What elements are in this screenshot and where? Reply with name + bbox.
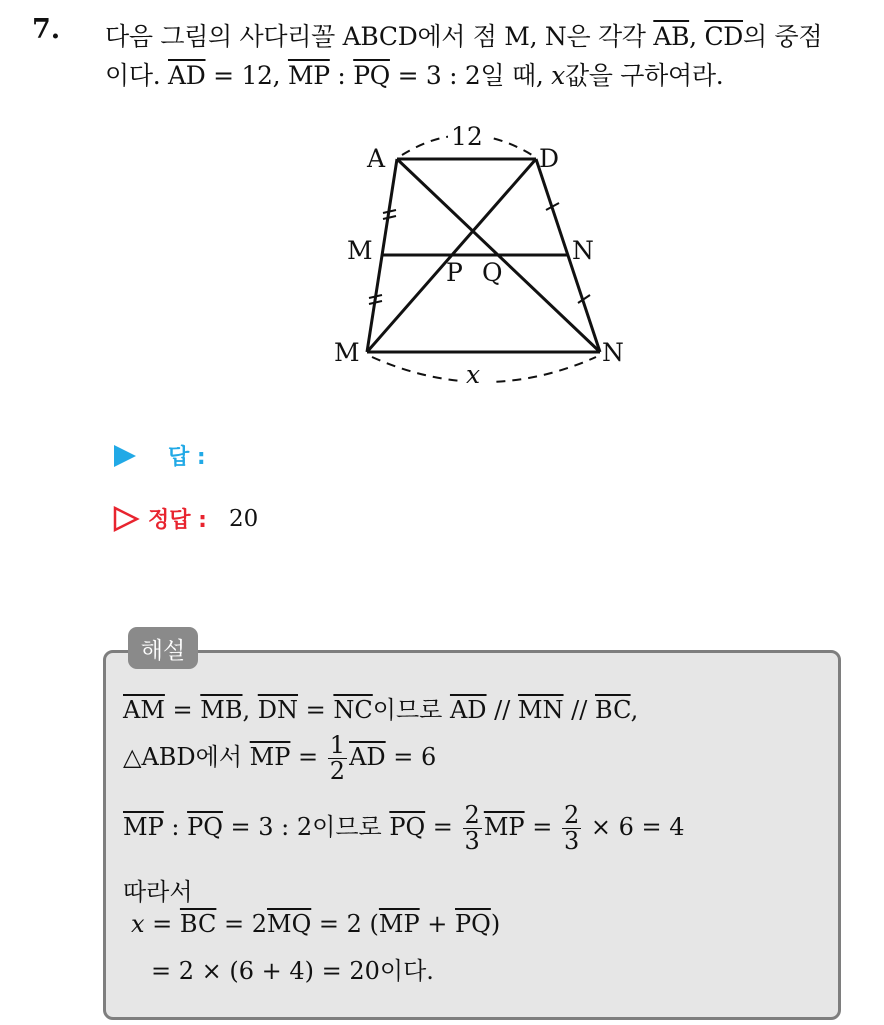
label-bottom-length: x xyxy=(466,360,481,389)
question-text-line-1 xyxy=(105,17,822,53)
segment-nc: $\overline{NC}$ xyxy=(333,696,373,724)
equals: = xyxy=(164,696,201,724)
solution-text: = 2 xyxy=(216,910,268,938)
fraction-one-half xyxy=(328,733,347,784)
segment-mn: $\overline{MN}$ xyxy=(517,696,564,724)
solution-text: = 3 : 2이므로 xyxy=(222,813,390,842)
correct-answer-label: 정답 : xyxy=(148,508,207,533)
segment-ad: $\overline{AD}$ xyxy=(349,743,386,772)
equals: = xyxy=(290,743,326,772)
segment-mp: $\overline{MP}$ xyxy=(378,910,420,938)
segment-ab: $\overline{AB}$ xyxy=(653,22,690,51)
question-text: 이다. xyxy=(105,61,168,90)
question-text: : xyxy=(329,61,354,90)
solution-line-5 xyxy=(131,910,500,938)
close-paren: ) xyxy=(490,910,501,938)
denominator: 3 xyxy=(563,827,580,856)
parallel-sign: // xyxy=(563,696,595,724)
solution-line-3 xyxy=(123,803,685,854)
segment-pq: $\overline{PQ}$ xyxy=(187,813,223,842)
segment-dn: $\overline{DN}$ xyxy=(257,696,299,724)
segment-mp: $\overline{MP}$ xyxy=(287,61,330,90)
variable-x: x xyxy=(131,910,145,938)
question-text: 값을 구하여라. xyxy=(564,61,724,90)
separator: , xyxy=(689,22,705,51)
segment-ad: $\overline{AD}$ xyxy=(168,61,206,90)
segment-bc: $\overline{BC}$ xyxy=(594,696,631,724)
fraction-two-thirds xyxy=(463,803,482,854)
numerator: 2 xyxy=(563,801,580,829)
solution-text: △ABD에서 xyxy=(123,743,250,772)
question-text: 의 중점 xyxy=(743,22,823,51)
solution-line-4: 따라서 xyxy=(123,878,193,906)
numerator: 2 xyxy=(464,801,480,829)
segment-pq: $\overline{PQ}$ xyxy=(389,813,426,842)
parallel-sign: // xyxy=(486,696,518,724)
solution-text: = 2 ( xyxy=(311,910,379,938)
label-top-length: 12 xyxy=(451,122,483,151)
equals: = xyxy=(425,813,461,842)
label-d: D xyxy=(539,144,560,173)
label-a: A xyxy=(367,144,386,173)
equals: = xyxy=(144,910,180,938)
outline-triangle-icon xyxy=(112,505,140,533)
segment-mp: $\overline{MP}$ xyxy=(249,743,291,772)
ratio-sign: : xyxy=(163,813,188,842)
solution-line-1 xyxy=(123,690,638,725)
solution-text: 이므로 xyxy=(372,696,450,724)
question-text: 다음 그림의 사다리꼴 ABCD에서 점 M, N은 각각 xyxy=(105,22,654,51)
denominator: 3 xyxy=(464,827,480,856)
numerator: 1 xyxy=(329,731,346,759)
correct-answer-value: 20 xyxy=(228,505,259,532)
question-text: = 3 : 2일 때, xyxy=(389,61,552,90)
segment-am: $\overline{AM}$ xyxy=(123,696,165,724)
filled-triangle-icon xyxy=(112,443,138,469)
segment-pq: $\overline{PQ}$ xyxy=(455,910,491,938)
segment-bc: $\overline{BC}$ xyxy=(179,910,217,938)
correct-answer-row xyxy=(112,503,258,534)
trapezoid-diagram xyxy=(320,115,640,400)
solution-line-6: = 2 × (6 + 4) = 20이다. xyxy=(151,957,434,985)
segment-ad: $\overline{AD}$ xyxy=(449,696,487,724)
solution-text: × 6 = 4 xyxy=(583,813,685,842)
solution-tag: 해설 xyxy=(128,627,198,669)
answer-label: 답 : xyxy=(168,445,206,470)
segment-cd: $\overline{CD}$ xyxy=(704,22,744,51)
question-text: = 12, xyxy=(205,61,288,90)
label-m-bottom: M xyxy=(334,338,360,367)
answer-row xyxy=(112,440,206,471)
segment-mp: $\overline{MP}$ xyxy=(483,813,525,842)
solution-text: = 6 xyxy=(385,743,437,772)
solution-line-2 xyxy=(123,733,436,784)
segment-pq: $\overline{PQ}$ xyxy=(353,61,390,90)
equals: = xyxy=(298,696,334,724)
label-n-right: N xyxy=(572,236,594,265)
question-text-line-2 xyxy=(105,56,723,92)
plus-sign: + xyxy=(419,910,456,938)
separator: , xyxy=(630,696,639,724)
segment-mp: $\overline{MP}$ xyxy=(123,813,164,842)
label-m-left: M xyxy=(347,236,373,265)
label-n-bottom: N xyxy=(602,338,624,367)
equals: = xyxy=(524,813,560,842)
fraction-two-thirds xyxy=(562,803,581,854)
segment-mq: $\overline{MQ}$ xyxy=(267,910,312,938)
label-q: Q xyxy=(482,258,503,287)
denominator: 2 xyxy=(329,757,346,786)
separator: , xyxy=(242,696,258,724)
variable-x: x xyxy=(551,61,565,90)
label-p: P xyxy=(446,258,463,287)
trapezoid-figure xyxy=(320,115,640,400)
segment-mb: $\overline{MB}$ xyxy=(200,696,243,724)
question-number: 7. xyxy=(32,14,61,45)
